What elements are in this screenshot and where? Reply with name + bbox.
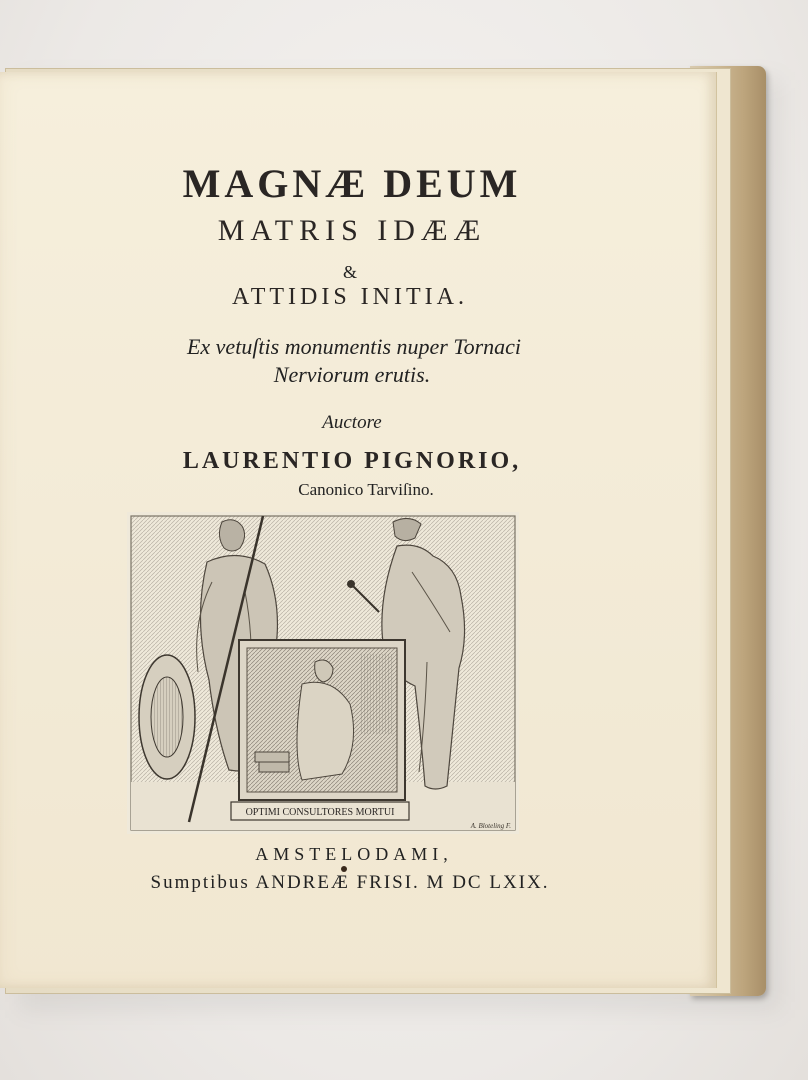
plaque-text: OPTIMI CONSULTORES MORTUI: [245, 807, 395, 818]
title-page: [0, 72, 717, 988]
title-ampersand: &: [342, 262, 357, 282]
title-line-3: ATTIDIS INITIA.: [232, 284, 468, 310]
subtitle-line-1: Ex vetuſtis monumentis nuper Tornaci: [186, 334, 522, 359]
author-name: LAURENTIO PIGNORIO,: [182, 448, 522, 474]
subtitle-line-2: Nerviorum erutis.: [273, 362, 431, 387]
author-label: Auctore: [322, 412, 382, 433]
engraving-svg: [127, 512, 519, 834]
imprint-line: Sumptibus ANDREÆ FRISI. M DC LXIX.: [150, 872, 550, 893]
engraving-illustration: [127, 512, 519, 834]
engraver-signature: A. Bloteling F.: [470, 822, 511, 830]
author-title: Canonico Tarviſino.: [298, 480, 434, 499]
ink-spot: [341, 866, 347, 872]
title-line-1: MAGNÆ DEUM: [182, 161, 522, 206]
imprint-city: AMSTELODAMI,: [255, 844, 453, 864]
title-line-2: MATRIS IDÆÆ: [217, 214, 487, 247]
